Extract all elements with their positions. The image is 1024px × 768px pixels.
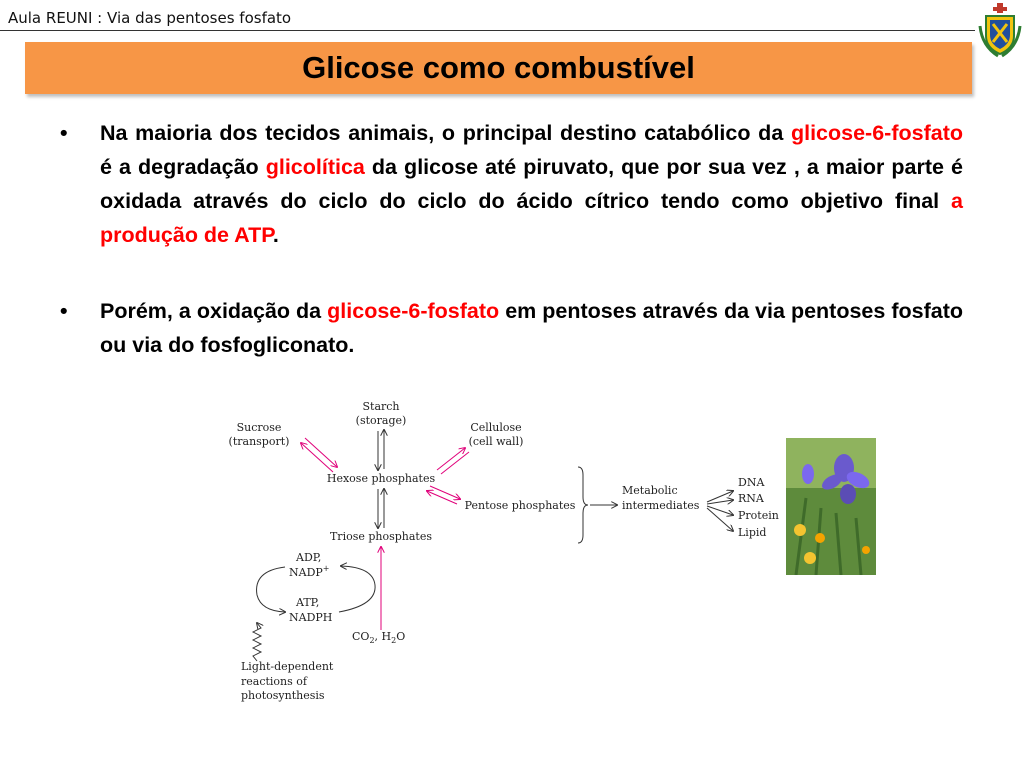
nadp-label: NADP+ [289,564,330,579]
lipid-label: Lipid [738,526,767,539]
cellulose-label: Cellulose [470,421,522,434]
bullet-item [60,116,963,252]
text-segment: Na maioria dos tecidos animais, o principal destino catabólico da [100,121,791,145]
cycle-arrow-right [339,566,375,612]
text-segment: . [272,223,279,247]
protein-label: Protein [738,509,779,522]
highlight-segment: a produção de ATP [100,189,963,247]
bullet-dot: • [60,121,68,145]
arrow-hexose-sucrose [301,443,333,472]
highlight-segment: glicose-6-fosfato [790,121,963,145]
header-label: Aula REUNI : Via das pentoses fosfato [8,9,292,27]
cellulose-sub-label: (cell wall) [468,435,524,448]
text-segment: é a degradação [100,155,266,179]
sucrose-label: Sucrose [236,421,282,434]
starch-label: Starch [362,400,400,413]
bullet-item [60,294,963,362]
starch-sub-label: (storage) [355,414,407,427]
arrow-to-lipid [707,508,733,531]
arrow-to-protein [707,506,733,515]
bullet-text [100,299,963,357]
co2-h2o-label: $CO_2$, $H_2O$ [352,630,406,645]
pathway-diagram [215,395,790,710]
arrow-sucrose-hexose [305,438,337,467]
arrow-hexose-pentose [430,486,460,499]
metabolic-label: Metabolic [622,484,678,497]
light-label-3: photosynthesis [241,689,325,702]
bullet-text [100,121,963,247]
text-segment: da glicose até piruvato, que por sua vez , a maior parte é oxidada através do ciclo do ciclo do ácido cítrico tendo como objetivo final [100,155,963,213]
hexose-label: Hexose phosphates [326,472,436,485]
nadph-label: NADPH [289,611,333,624]
iris-flower-photo [786,438,876,575]
slide-title: Glicose como combustível [302,50,695,85]
text-segment: Porém, a oxidação da [100,299,328,323]
light-wavy-arrow [253,623,261,661]
pentose-brace [578,467,588,543]
sucrose-sub-label: (transport) [228,435,290,448]
atp-label: ATP, [296,596,320,609]
title-bar [25,42,972,94]
header-divider [0,30,975,31]
text-segment: em pentoses através da via pentoses fosfato ou via do fosfogliconato. [100,299,964,357]
light-label-2: reactions of [241,675,307,688]
rna-label: RNA [738,492,764,505]
bullet-dot: • [60,299,68,323]
pentose-label: Pentose phosphates [464,499,576,512]
cycle-arrow-left [257,567,285,612]
light-label-1: Light-dependent [241,660,334,673]
highlight-segment: glicose-6-fosfato [327,299,500,323]
dna-label: DNA [738,476,765,489]
triose-label: Triose phosphates [329,530,433,543]
arrow-pentose-hexose [427,491,457,504]
university-logo [978,2,1022,58]
highlight-segment: glicolítica [265,155,365,179]
bullet-list [60,116,963,362]
adp-label: ADP, [296,551,322,564]
intermediates-label: intermediates [622,499,700,512]
